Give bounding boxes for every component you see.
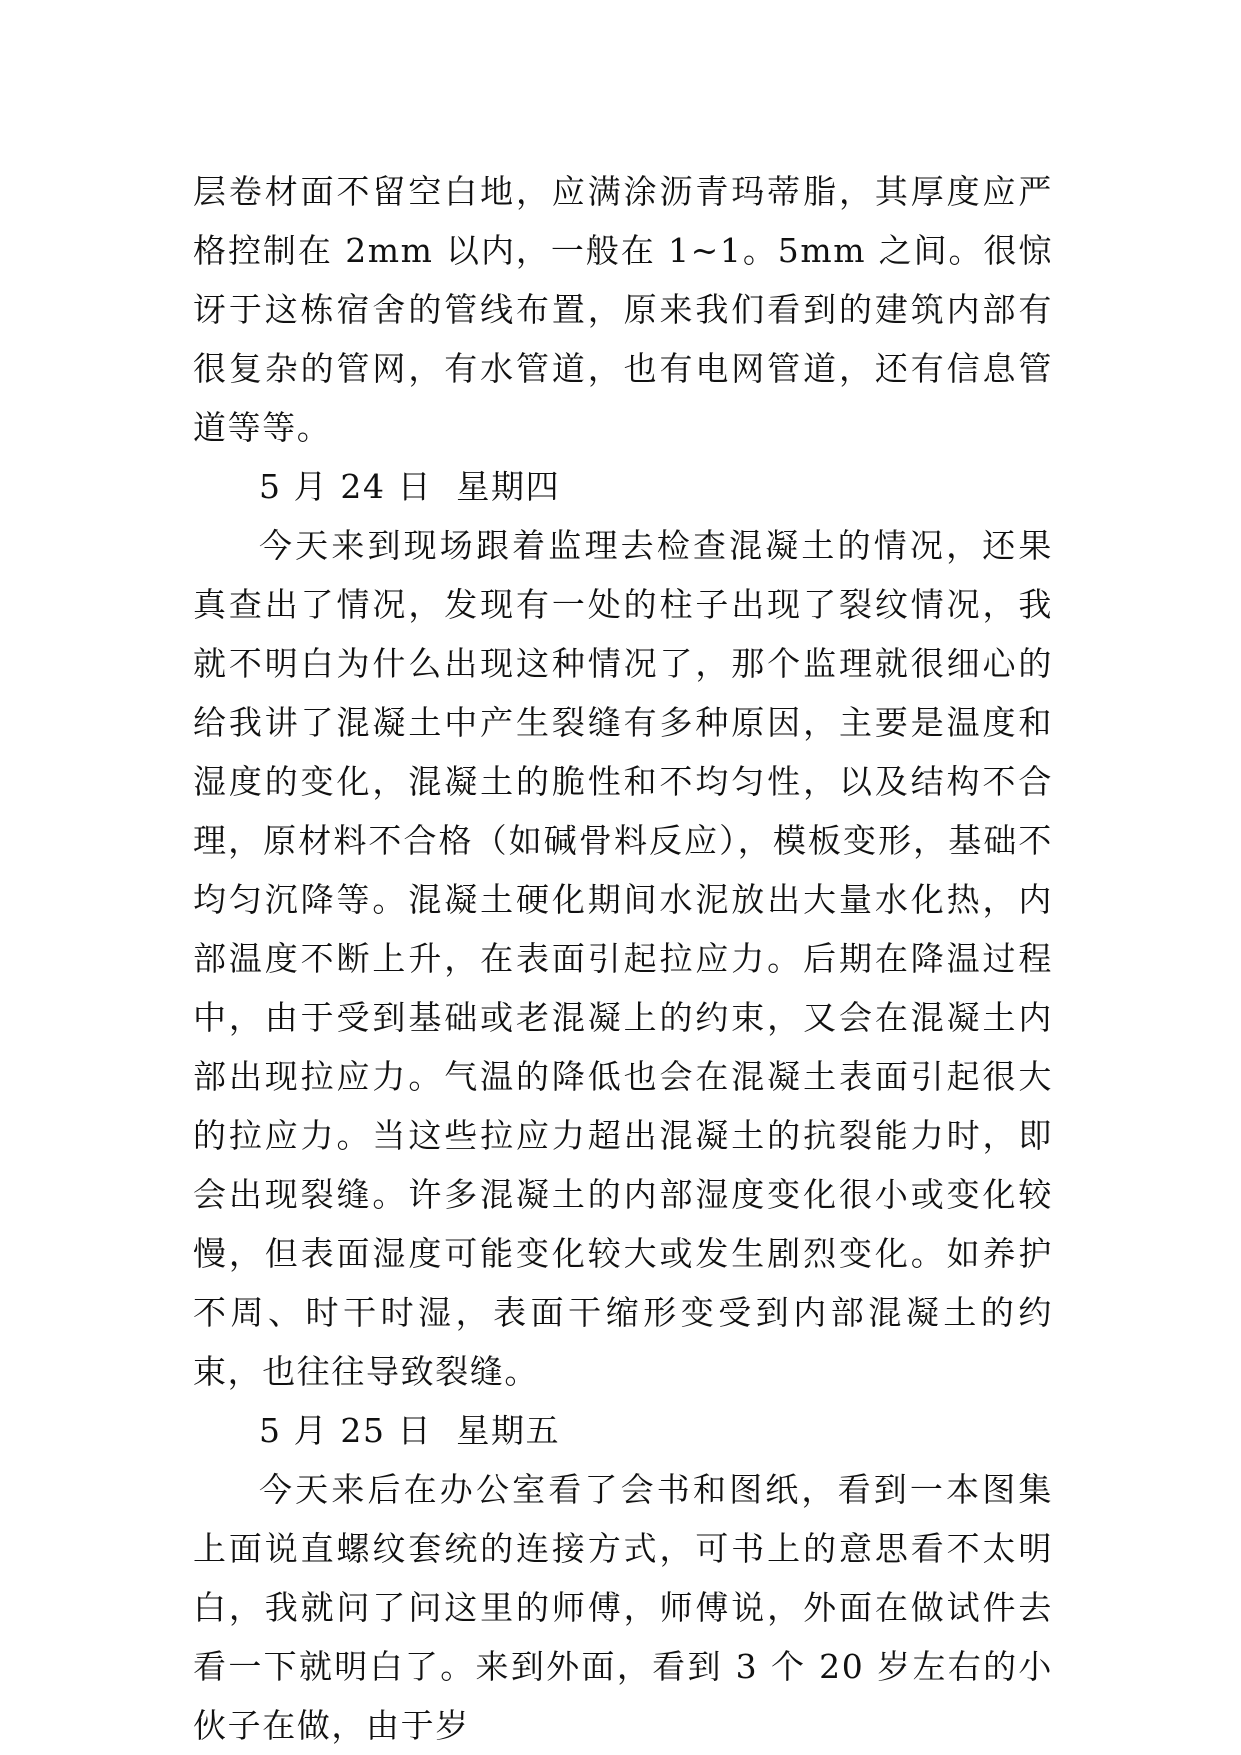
paragraph-continuation: 层卷材面不留空白地，应满涂沥青玛蒂脂，其厚度应严格控制在 2mm 以内，一般在 1~1。5mm 之间。很惊讶于这栋宿舍的管线布置，原来我们看到的建筑内部有很复杂的管网，有水管道，也有电网管道，还有信息管道等等。 [193, 172, 1053, 447]
document-body [193, 162, 1053, 1755]
paragraph-threaded-sleeve: 今天来后在办公室看了会书和图纸，看到一本图集上面说直螺纹套统的连接方式，可书上的意思看不太明白，我就问了问这里的师傅，师傅说，外面在做试件去看一下就明白了。来到外面，看到 3 个 20 岁左右的小伙子在做，由于岁 [193, 1470, 1053, 1745]
date-heading-may-24: 5 月 24 日 星期四 [259, 467, 561, 506]
paragraph-concrete-cracks: 今天来到现场跟着监理去检查混凝土的情况，还果真查出了情况，发现有一处的柱子出现了裂纹情况，我就不明白为什么出现这种情况了，那个监理就很细心的给我讲了混凝土中产生裂缝有多种原因，主要是温度和湿度的变化，混凝土的脆性和不均匀性，以及结构不合理，原材料不合格（如碱骨料反应），模板变形，基础不均匀沉降等。混凝土硬化期间水泥放出大量水化热，内部温度不断上升，在表面引起拉应力。后期在降温过程中，由于受到基础或老混凝上的约束，又会在混凝土内部出现拉应力。气温的降低也会在混凝土表面引起很大的拉应力。当这些拉应力超出混凝土的抗裂能力时，即会出现裂缝。许多混凝土的内部湿度变化很小或变化较慢，但表面湿度可能变化较大或发生剧烈变化。如养护不周、时干时湿，表面干缩形变受到内部混凝土的约束，也往往导致裂缝。 [193, 526, 1053, 1391]
date-heading-may-25: 5 月 25 日 星期五 [259, 1411, 561, 1450]
